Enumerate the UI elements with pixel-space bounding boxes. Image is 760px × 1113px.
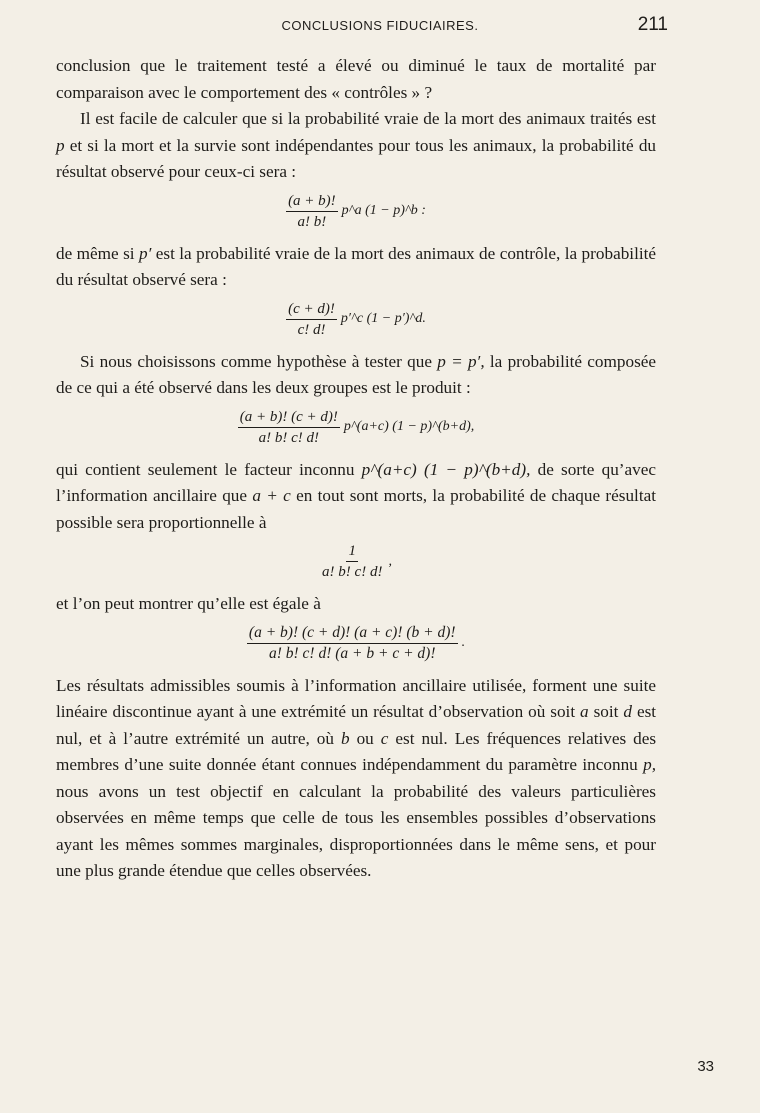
formula-3-numerator: (a + b)! (c + d)! — [238, 408, 340, 428]
formula-3-denominator: a! b! c! d! — [258, 429, 320, 446]
formula-2-fraction — [286, 300, 337, 339]
p7-var-p: p, — [643, 755, 657, 774]
formula-4-numerator: 1 — [346, 542, 358, 562]
formula-2 — [56, 300, 656, 339]
formula-5-numerator: (a + b)! (c + d)! (a + c)! (b + d)! — [247, 624, 458, 644]
formula-5-denominator: a! b! c! d! (a + b + c + d)! — [268, 644, 436, 662]
formula-4-denominator: a! b! c! d! — [322, 564, 383, 580]
p3-var: p′ — [138, 243, 152, 263]
p7-text-b: soit — [593, 702, 619, 721]
formula-1 — [56, 192, 656, 231]
p4-eq: p = p′, — [437, 351, 485, 371]
p5-expr: p^(a+c) (1 − p)^(b+d), — [361, 459, 531, 479]
p4-text-b: la probabilité composée de ce qui a été observé dans les deux groupes est le produit : — [56, 351, 657, 397]
p2-text-b: et si la mort et la survie sont indépendantes pour tous les animaux, la probabilité du résultat observé pour ceux-ci sera : — [56, 135, 657, 181]
p3-text-b: est la probabilité vraie de la mort des animaux de contrôle, la probabilité du résultat observé sera : — [56, 243, 657, 289]
p7-text-e: est nul. Les fréquences relatives des membres d’une suite donnée étant connues indépendamment du paramètre inconnu — [56, 728, 657, 774]
formula-3 — [56, 408, 656, 447]
formula-1-denominator: a! b! — [297, 213, 327, 230]
formula-4-fraction — [320, 542, 384, 581]
p7-text-c: est nul, et à l’autre extrémité un autre, où — [56, 702, 657, 748]
formula-5-tail: . — [461, 635, 466, 650]
formula-1-numerator: (a + b)! — [286, 192, 338, 212]
p5-text-a: qui contient seulement le facteur inconnu — [56, 459, 355, 479]
formula-5-fraction — [247, 624, 458, 663]
p5-text-b: de sorte qu’avec l’information ancillaire que — [56, 459, 657, 505]
p7-text-f: nous avons un test objectif en calculant la probabilité des valeurs particulières observées en même temps que celle de tous les ensembles possibles d’observations ayant les mêmes sommes marginales, disproportionnées dans le même sens, et pour une plus grande étendue que celles observées. — [56, 781, 656, 880]
p7-var-d: d — [623, 702, 632, 721]
formula-5 — [56, 624, 656, 663]
p5-text-c: en tout sont morts, la probabilité de chaque résultat possible sera proportionnelle à — [56, 486, 656, 532]
p5-expr2: a + c — [252, 486, 291, 505]
formula-4 — [56, 542, 656, 581]
running-header: CONCLUSIONS FIDUCIAIRES. — [281, 18, 479, 33]
page-number: 211 — [637, 14, 668, 35]
p3-text-a: de même si — [56, 243, 135, 263]
formula-4-tail: , — [388, 553, 392, 569]
body-text — [56, 53, 656, 885]
paragraph-2 — [56, 106, 656, 186]
formula-2-tail: p′^c (1 − p′)^d. — [340, 311, 426, 326]
formula-3-tail: p^(a+c) (1 − p)^(b+d), — [343, 419, 475, 434]
formula-2-numerator: (c + d)! — [286, 300, 337, 320]
formula-3-fraction — [238, 408, 340, 447]
formula-1-tail: p^a (1 − p)^b : — [341, 203, 426, 218]
paragraph-6: et l’on peut montrer qu’elle est égale à — [56, 594, 321, 613]
formula-2-denominator: c! d! — [297, 321, 326, 338]
paragraph-7 — [56, 673, 656, 885]
p7-var-c: c — [380, 728, 389, 748]
p2-var: p — [56, 135, 65, 155]
p4-text-a: Si nous choisissons comme hypothèse à tester que — [80, 351, 432, 371]
p7-var-a: a — [580, 702, 589, 721]
paragraph-4 — [56, 349, 656, 402]
paragraph-1: conclusion que le traitement testé a élevé ou diminué le taux de mortalité par comparaison avec le comportement des « contrôles » ? — [56, 56, 656, 102]
p7-var-b: b — [340, 728, 350, 748]
paragraph-3 — [56, 241, 656, 294]
p7-text-d: ou — [356, 728, 374, 748]
folio-number: 33 — [697, 1058, 714, 1075]
p2-text-a: Il est facile de calculer que si la probabilité vraie de la mort des animaux traités est — [80, 109, 656, 128]
p7-text-a: Les résultats admissibles soumis à l’information ancillaire utilisée, forment une suite linéaire discontinue ayant à une extrémité un résultat d’observation où soit — [56, 675, 656, 721]
paragraph-5 — [56, 457, 656, 537]
formula-1-fraction — [286, 192, 338, 231]
